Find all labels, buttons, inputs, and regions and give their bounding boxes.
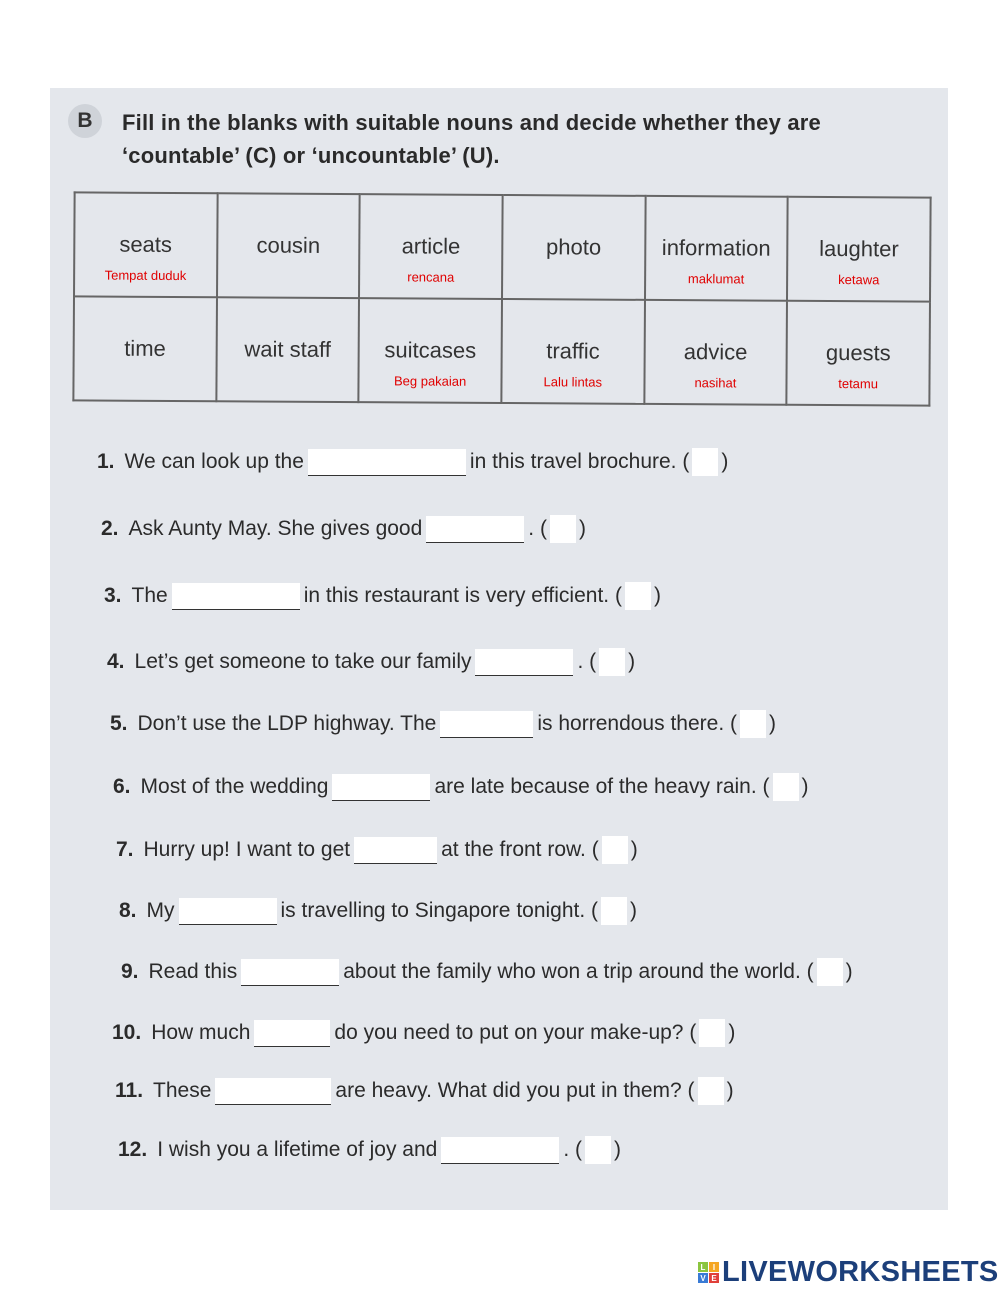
translation: Beg pakaian: [393, 373, 467, 389]
paren-close: ): [801, 775, 809, 798]
paren-close: ): [630, 899, 638, 922]
instructions: Fill in the blanks with suitable nouns and decide whether they are ‘countable’ (C) or ‘uncountable’ (U).: [122, 110, 821, 168]
paren-close: ): [578, 517, 586, 540]
countable-type-input[interactable]: [692, 448, 718, 476]
paren-close: ): [726, 1079, 734, 1102]
word: wait staff: [244, 336, 331, 362]
word-cell: [217, 193, 360, 298]
countable-type-input[interactable]: [817, 958, 843, 986]
question-text-after: are late because of the heavy rain. (: [434, 775, 770, 798]
translation: [75, 371, 216, 372]
question-number: 11.: [115, 1079, 144, 1102]
translation: tetamu: [838, 376, 879, 392]
translation: [217, 372, 358, 373]
translation: ketawa: [838, 272, 880, 288]
paren-close: ): [630, 838, 638, 861]
question-9: [121, 957, 853, 987]
answer-blank-input[interactable]: [332, 774, 430, 801]
question-number: 1.: [97, 450, 115, 473]
question-2: [101, 514, 586, 544]
paren-close: ): [614, 1138, 622, 1161]
question-11: [115, 1076, 734, 1106]
paren-close: ): [721, 450, 729, 473]
question-number: 10.: [112, 1021, 142, 1044]
question-number: 4.: [107, 650, 125, 673]
paren-close: ): [768, 712, 776, 735]
paren-close: ): [728, 1021, 736, 1044]
question-number: 9.: [121, 960, 139, 983]
question-text-after: . (: [563, 1138, 583, 1161]
question-8: [119, 896, 637, 926]
word-table-row: [73, 296, 930, 405]
logo-cube: E: [709, 1273, 719, 1283]
answer-blank-input[interactable]: [215, 1078, 331, 1105]
word: seats: [119, 231, 173, 257]
question-number: 6.: [113, 775, 131, 798]
answer-blank-input[interactable]: [426, 516, 524, 543]
word: traffic: [546, 338, 600, 364]
word-cell: [502, 195, 645, 300]
question-text-before: Ask Aunty May. She gives good: [128, 517, 423, 540]
question-number: 7.: [116, 838, 134, 861]
translation: [503, 270, 644, 271]
question-number: 3.: [104, 584, 122, 607]
word: advice: [683, 339, 748, 365]
answer-blank-input[interactable]: [241, 959, 339, 986]
question-text-after: is horrendous there. (: [537, 712, 737, 735]
question-text-before: Read this: [148, 960, 238, 983]
word-cell: [73, 296, 216, 401]
question-10: [112, 1018, 735, 1048]
question-text-before: Hurry up! I want to get: [143, 838, 351, 861]
question-3: [104, 581, 661, 611]
question-text-before: How much: [151, 1021, 251, 1044]
answer-blank-input[interactable]: [254, 1020, 330, 1047]
answer-blank-input[interactable]: [308, 449, 466, 476]
question-6: [113, 772, 809, 802]
question-text-before: The: [131, 584, 168, 607]
answer-blank-input[interactable]: [441, 1137, 559, 1164]
word: suitcases: [384, 337, 477, 363]
countable-type-input[interactable]: [599, 648, 625, 676]
question-number: 8.: [119, 899, 137, 922]
answer-blank-input[interactable]: [475, 649, 573, 676]
translation: nasihat: [694, 375, 737, 391]
question-text-after: is travelling to Singapore tonight. (: [280, 899, 599, 922]
paren-close: ): [653, 584, 661, 607]
word-cell: [359, 298, 502, 403]
word-cell: [216, 297, 359, 402]
countable-type-input[interactable]: [550, 515, 576, 543]
question-text-before: These: [153, 1079, 212, 1102]
question-text-after: about the family who won a trip around the world. (: [343, 960, 814, 983]
section-badge: B: [68, 104, 102, 138]
word: photo: [546, 234, 602, 260]
question-7: [116, 835, 638, 865]
question-text-before: Let’s get someone to take our family: [134, 650, 472, 673]
word: time: [124, 335, 166, 361]
logo-cube: L: [698, 1262, 708, 1272]
word: laughter: [819, 235, 899, 262]
question-1: [97, 447, 728, 477]
countable-type-input[interactable]: [699, 1019, 725, 1047]
question-text-before: I wish you a lifetime of joy and: [157, 1138, 438, 1161]
word-cell: [74, 192, 217, 297]
countable-type-input[interactable]: [601, 897, 627, 925]
question-number: 12.: [118, 1138, 148, 1161]
question-text-after: at the front row. (: [441, 838, 599, 861]
question-text-after: are heavy. What did you put in them? (: [335, 1079, 695, 1102]
translation: maklumat: [687, 271, 745, 287]
logo-cube: V: [698, 1273, 708, 1283]
countable-type-input[interactable]: [698, 1077, 724, 1105]
question-text-after: in this restaurant is very efficient. (: [303, 584, 622, 607]
word-cell: [644, 300, 787, 405]
countable-type-input[interactable]: [585, 1136, 611, 1164]
word-cell: [359, 194, 502, 299]
liveworksheets-logo: [698, 1256, 999, 1289]
countable-type-input[interactable]: [625, 582, 651, 610]
translation: rencana: [407, 269, 455, 285]
word-cell: [501, 299, 644, 404]
question-number: 2.: [101, 517, 119, 540]
word: guests: [825, 339, 891, 366]
word: article: [401, 233, 461, 259]
question-text-before: Don’t use the LDP highway. The: [137, 712, 437, 735]
answer-blank-input[interactable]: [179, 898, 277, 925]
translation: [218, 268, 359, 269]
word-table: [72, 191, 931, 406]
question-text-before: We can look up the: [124, 450, 304, 473]
paren-close: ): [845, 960, 853, 983]
word-cell: [787, 197, 930, 302]
countable-type-input[interactable]: [740, 710, 766, 738]
word-cell: [787, 301, 930, 406]
question-5: [110, 709, 776, 739]
question-text-after: . (: [528, 517, 547, 540]
logo-text: LIVEWORKSHEETS: [722, 1256, 999, 1288]
answer-blank-input[interactable]: [172, 583, 300, 610]
paren-close: ): [628, 650, 636, 673]
question-text-after: . (: [577, 650, 597, 673]
logo-cubes-icon: [698, 1262, 719, 1283]
question-text-after: do you need to put on your make-up? (: [334, 1021, 697, 1044]
question-12: [118, 1135, 621, 1165]
question-4: [107, 647, 635, 677]
translation: Tempat duduk: [104, 267, 187, 284]
question-text-before: My: [146, 899, 175, 922]
translation: Lalu lintas: [543, 374, 603, 390]
word-cell: [645, 196, 788, 301]
logo-cube: I: [709, 1262, 719, 1272]
word: information: [661, 234, 771, 261]
countable-type-input[interactable]: [602, 836, 628, 864]
question-text-after: in this travel brochure. (: [469, 450, 690, 473]
word-table-row: [74, 192, 931, 301]
answer-blank-input[interactable]: [354, 837, 437, 864]
word: cousin: [256, 232, 321, 258]
countable-type-input[interactable]: [773, 773, 799, 801]
question-text-before: Most of the wedding: [140, 775, 329, 798]
answer-blank-input[interactable]: [440, 711, 533, 738]
question-number: 5.: [110, 712, 128, 735]
